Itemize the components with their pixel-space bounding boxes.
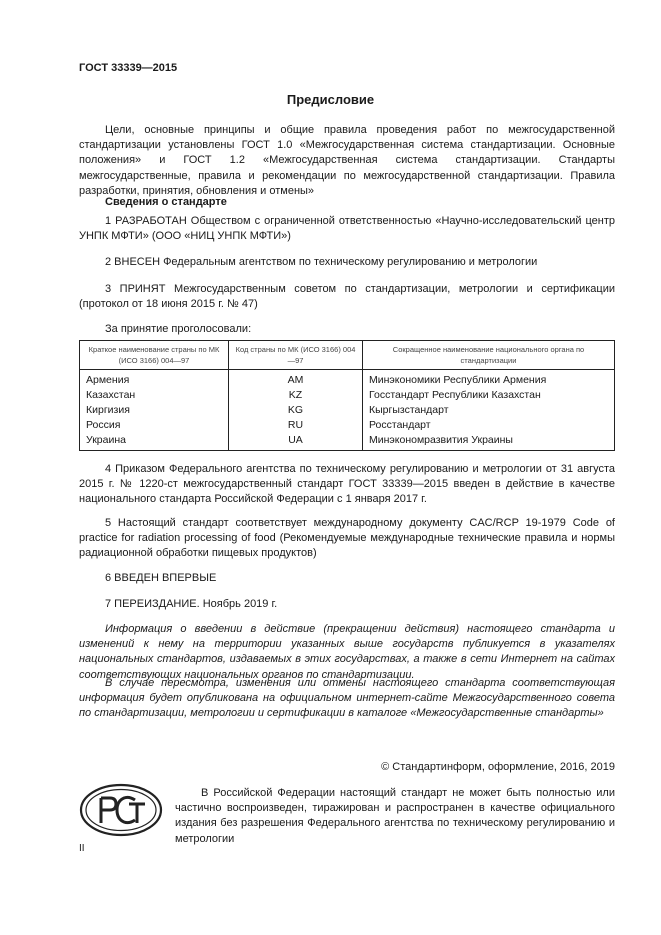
- rst-logo-icon: [79, 783, 163, 837]
- page-title: Предисловие: [286, 92, 375, 107]
- standards-body: Кыргызстандарт: [363, 403, 615, 418]
- table-row: [80, 370, 615, 389]
- item-1: 1 РАЗРАБОТАН Обществом с ограниченной ответственностью «Научно-исследовательский центр УНПК МФТИ» (ООО «НИЦ УНПК МФТИ»): [79, 215, 615, 243]
- country-name: Киргизия: [80, 403, 229, 418]
- table-header: Код страны по МК (ИСО 3166) 004—97: [229, 341, 363, 370]
- standards-body: Минэкономики Республики Армения: [363, 370, 615, 389]
- country-name: Украина: [80, 433, 229, 451]
- rights-notice: В Российской Федерации настоящий стандарт не может быть полностью или частично воспроизведен, тиражирован и распространен в качестве официального издания без разрешения Федерального агентства по техническому регулированию и метрологии: [175, 787, 615, 845]
- copyright-line: © Стандартинформ, оформление, 2016, 2019: [381, 761, 615, 773]
- item-5: 5 Настоящий стандарт соответствует международному документу CAC/RCP 19-1979 Code of practice for radiation processing of food (Рекомендуемые международные технические правила и нормы радиационной обработки пищевых продуктов): [79, 517, 615, 560]
- item-3: 3 ПРИНЯТ Межгосударственным советом по стандартизации, метрологии и сертификации (протокол от 18 июня 2015 г. № 47): [79, 283, 615, 311]
- item-7: 7 ПЕРЕИЗДАНИЕ. Ноябрь 2019 г.: [105, 598, 278, 610]
- country-code: UA: [229, 433, 363, 451]
- country-code: AM: [229, 370, 363, 389]
- voting-table: [79, 340, 615, 451]
- country-name: Армения: [80, 370, 229, 389]
- table-row: [80, 418, 615, 433]
- country-code: RU: [229, 418, 363, 433]
- intro-paragraph: Цели, основные принципы и общие правила проведения работ по межгосударственной стандартизации установлены ГОСТ 1.0 «Межгосударственная система стандартизации. Основные положения» и ГОСТ 1.2 «Межгосударственная система стандартизации. Стандарты межгосударственные, правила и рекомендации по межгосударственной стандартизации. Правила разработки, принятия, обновления и отмены»: [79, 124, 615, 197]
- country-name: Россия: [80, 418, 229, 433]
- country-code: KZ: [229, 388, 363, 403]
- table-header: Краткое наименование страны по МК (ИСО 3166) 004—97: [80, 341, 229, 370]
- table-header: Сокращенное наименование национального органа по стандартизации: [363, 341, 615, 370]
- document-code: ГОСТ 33339—2015: [79, 62, 178, 74]
- table-row: [80, 388, 615, 403]
- page-number: II: [79, 843, 85, 854]
- table-row: [80, 403, 615, 418]
- table-header-row: [80, 341, 615, 370]
- table-row: [80, 433, 615, 451]
- note-publication-info: Информация о введении в действие (прекращении действия) настоящего стандарта и изменений к нему на территории указанных выше государств публикуется в указателях национальных стандартов, издаваемых в этих государствах, а также в сети Интернет на сайтах соответствующих национальных органов по стандартизации.: [79, 623, 615, 681]
- standards-body: Госстандарт Республики Казахстан: [363, 388, 615, 403]
- country-code: KG: [229, 403, 363, 418]
- vote-label: За принятие проголосовали:: [105, 323, 252, 335]
- note-revision-info: В случае пересмотра, изменения или отмены настоящего стандарта соответствующая информация будет опубликована на официальном интернет-сайте Межгосударственного совета по стандартизации, метрологии и сертификации в каталоге «Межгосударственные стандарты»: [79, 677, 615, 720]
- standards-body: Росстандарт: [363, 418, 615, 433]
- section-heading: Сведения о стандарте: [105, 196, 227, 208]
- item-4: 4 Приказом Федерального агентства по техническому регулированию и метрологии от 31 августа 2015 г. № 1220-ст межгосударственный стандарт ГОСТ 33339—2015 введен в действие в качестве национального стандарта Российской Федерации с 1 января 2017 г.: [79, 463, 615, 506]
- country-name: Казахстан: [80, 388, 229, 403]
- item-2: 2 ВНЕСЕН Федеральным агентством по техническому регулированию и метрологии: [105, 256, 538, 268]
- item-6: 6 ВВЕДЕН ВПЕРВЫЕ: [105, 572, 217, 584]
- standards-body: Минэкономразвития Украины: [363, 433, 615, 451]
